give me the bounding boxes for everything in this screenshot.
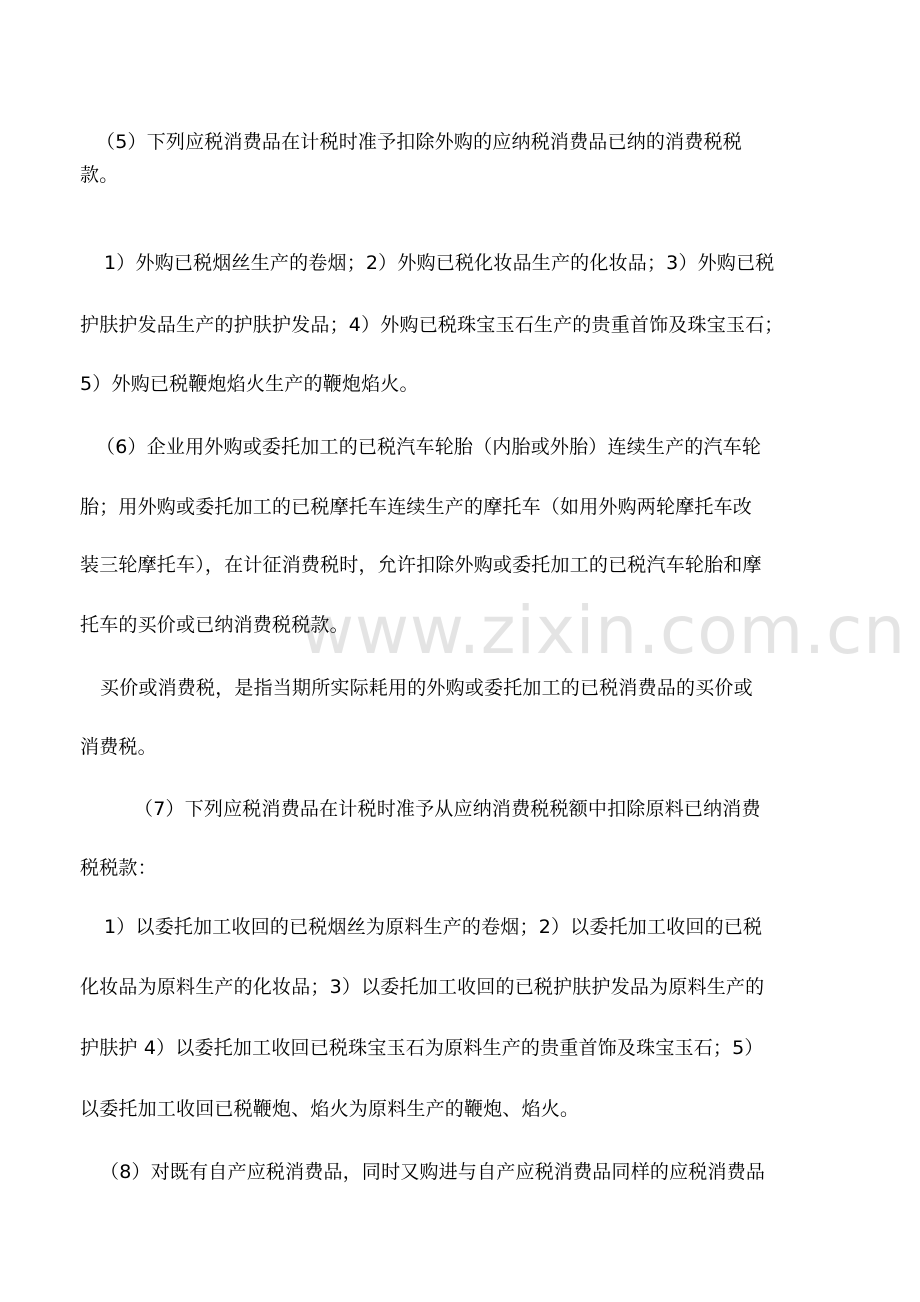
list-7-line-4: 以委托加工收回已税鞭炮、焰火为原料生产的鞭炮、焰火。	[80, 1098, 580, 1120]
list-5-line-1: 1）外购已税烟丝生产的卷烟；2）外购已税化妆品生产的化妆品；3）外购已税	[104, 252, 775, 274]
paragraph-7-line-2: 税税款：	[80, 857, 157, 879]
list-5-line-3: 5）外购已税鞭炮焰火生产的鞭炮焰火。	[80, 373, 419, 395]
paragraph-6-line-1: （6）企业用外购或委托加工的已税汽车轮胎（内胎或外胎）连续生产的汽车轮	[96, 436, 762, 458]
list-7-line-3: 护肤护 4）以委托加工收回已税珠宝玉石为原料生产的贵重首饰及珠宝玉石；5）	[80, 1037, 764, 1059]
paragraph-6-line-4: 托车的买价或已纳消费税税款。	[80, 614, 349, 636]
list-7-line-2: 化妆品为原料生产的化妆品；3）以委托加工收回的已税护肤护发品为原料生产的	[80, 976, 765, 998]
list-7-line-1: 1）以委托加工收回的已税烟丝为原料生产的卷烟；2）以委托加工收回的已税	[104, 916, 763, 938]
paragraph-7-line-1: （7）下列应税消费品在计税时准予从应纳消费税税额中扣除原料已纳消费	[134, 798, 761, 820]
paragraph-8-line-1: （8）对既有自产应税消费品，同时又购进与自产应税消费品同样的应税消费品	[100, 1161, 766, 1183]
paragraph-price-line-2: 消费税。	[80, 736, 157, 758]
paragraph-5-line-1: （5）下列应税消费品在计税时准予扣除外购的应纳税消费品已纳的消费税税	[96, 131, 742, 153]
paragraph-6-line-2: 胎；用外购或委托加工的已税摩托车连续生产的摩托车（如用外购两轮摩托车改	[80, 496, 753, 518]
watermark-text: www.zixin.com.cn	[300, 592, 907, 669]
paragraph-5-line-2: 款。	[80, 164, 119, 186]
list-5-line-2: 护肤护发品生产的护肤护发品；4）外购已税珠宝玉石生产的贵重首饰及珠宝玉石；	[80, 314, 784, 336]
paragraph-price-line-1: 买价或消费税，是指当期所实际耗用的外购或委托加工的已税消费品的买价或	[100, 677, 753, 699]
paragraph-6-line-3: 装三轮摩托车），在计征消费税时，允许扣除外购或委托加工的已税汽车轮胎和摩	[80, 554, 762, 576]
